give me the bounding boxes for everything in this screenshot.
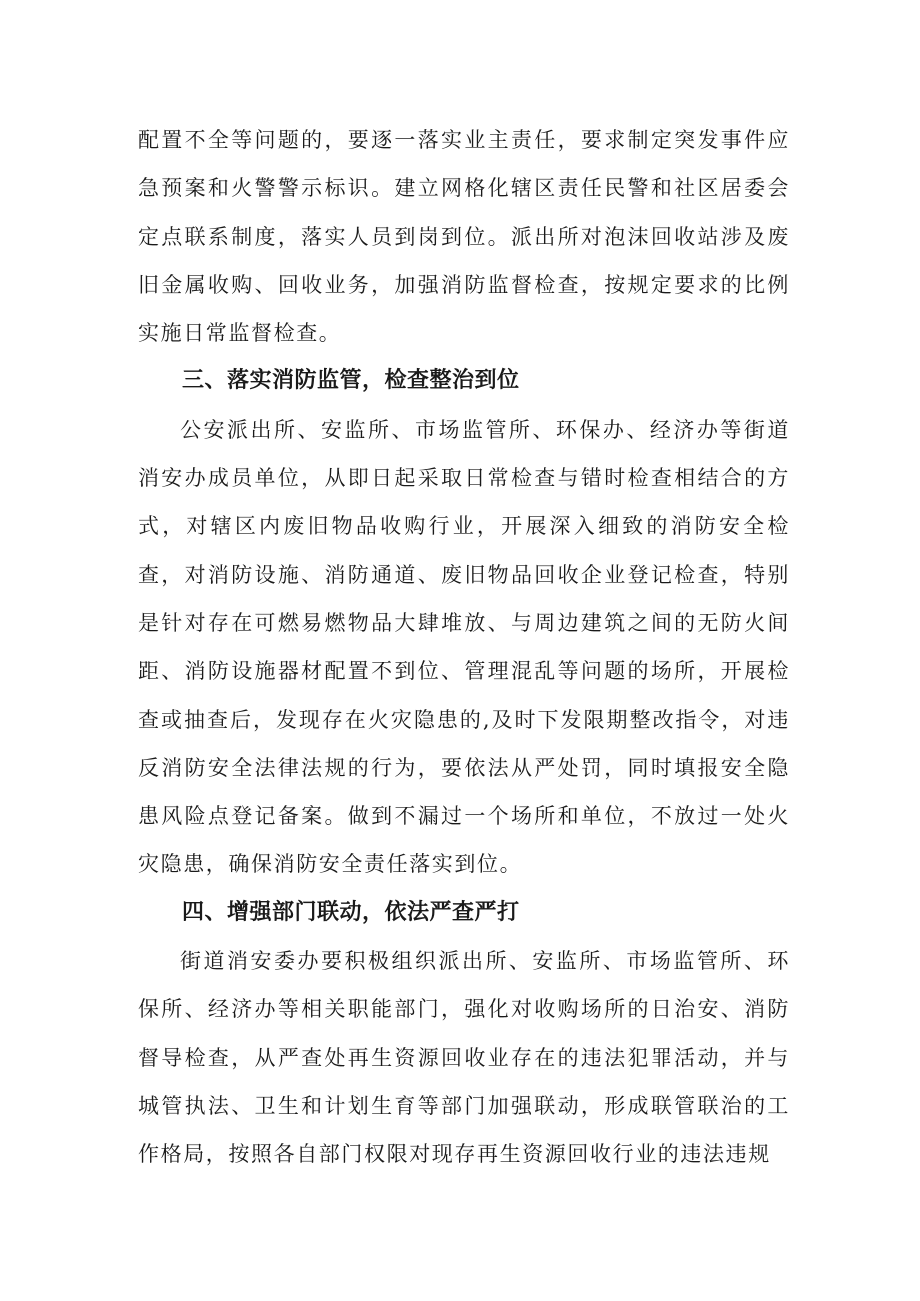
paragraph-section-3: 公安派出所、安监所、市场监管所、环保办、经济办等街道消安办成员单位，从即日起采取日常检查与错时检查相结合的方式，对辖区内废旧物品收购行业，开展深入细致的消防安全检查，对消防设施、消防通道、废旧物品回收企业登记检查，特别是针对存在可燃易燃物品大肆堆放、与周边建筑之间的无防火间距、消防设施器材配置不到位、管理混乱等问题的场所，开展检查或抽查后，发现存在火灾隐患的,及时下发限期整改指令，对违反消防安全法律法规的行为，要依法从严处罚，同时填报安全隐患风险点登记备案。做到不漏过一个场所和单位，不放过一处火灾隐患，确保消防安全责任落实到位。 — [138, 417, 790, 877]
paragraph-section-4: 街道消安委办要积极组织派出所、安监所、市场监管所、环保所、经济办等相关职能部门，强化对收购场所的日治安、消防督导检查，从严查处再生资源回收业存在的违法犯罪活动，并与城管执法、卫生和计划生育等部门加强联动，形成联管联治的工作格局，按照各自部门权限对现存再生资源回收行业的违法违规 — [138, 949, 790, 1167]
paragraph-continued: 配置不全等问题的，要逐一落实业主责任，要求制定突发事件应急预案和火警警示标识。建立网格化辖区责任民警和社区居委会定点联系制度，落实人员到岗到位。派出所对泡沫回收站涉及废旧金属收购、回收业务，加强消防监督检查，按规定要求的比例实施日常监督检查。 — [138, 128, 790, 346]
section-heading-4: 四、增强部门联动，依法严查严打 — [182, 899, 520, 925]
document-body — [138, 116, 790, 1179]
section-heading-3: 三、落实消防监管，检查整治到位 — [182, 368, 520, 394]
